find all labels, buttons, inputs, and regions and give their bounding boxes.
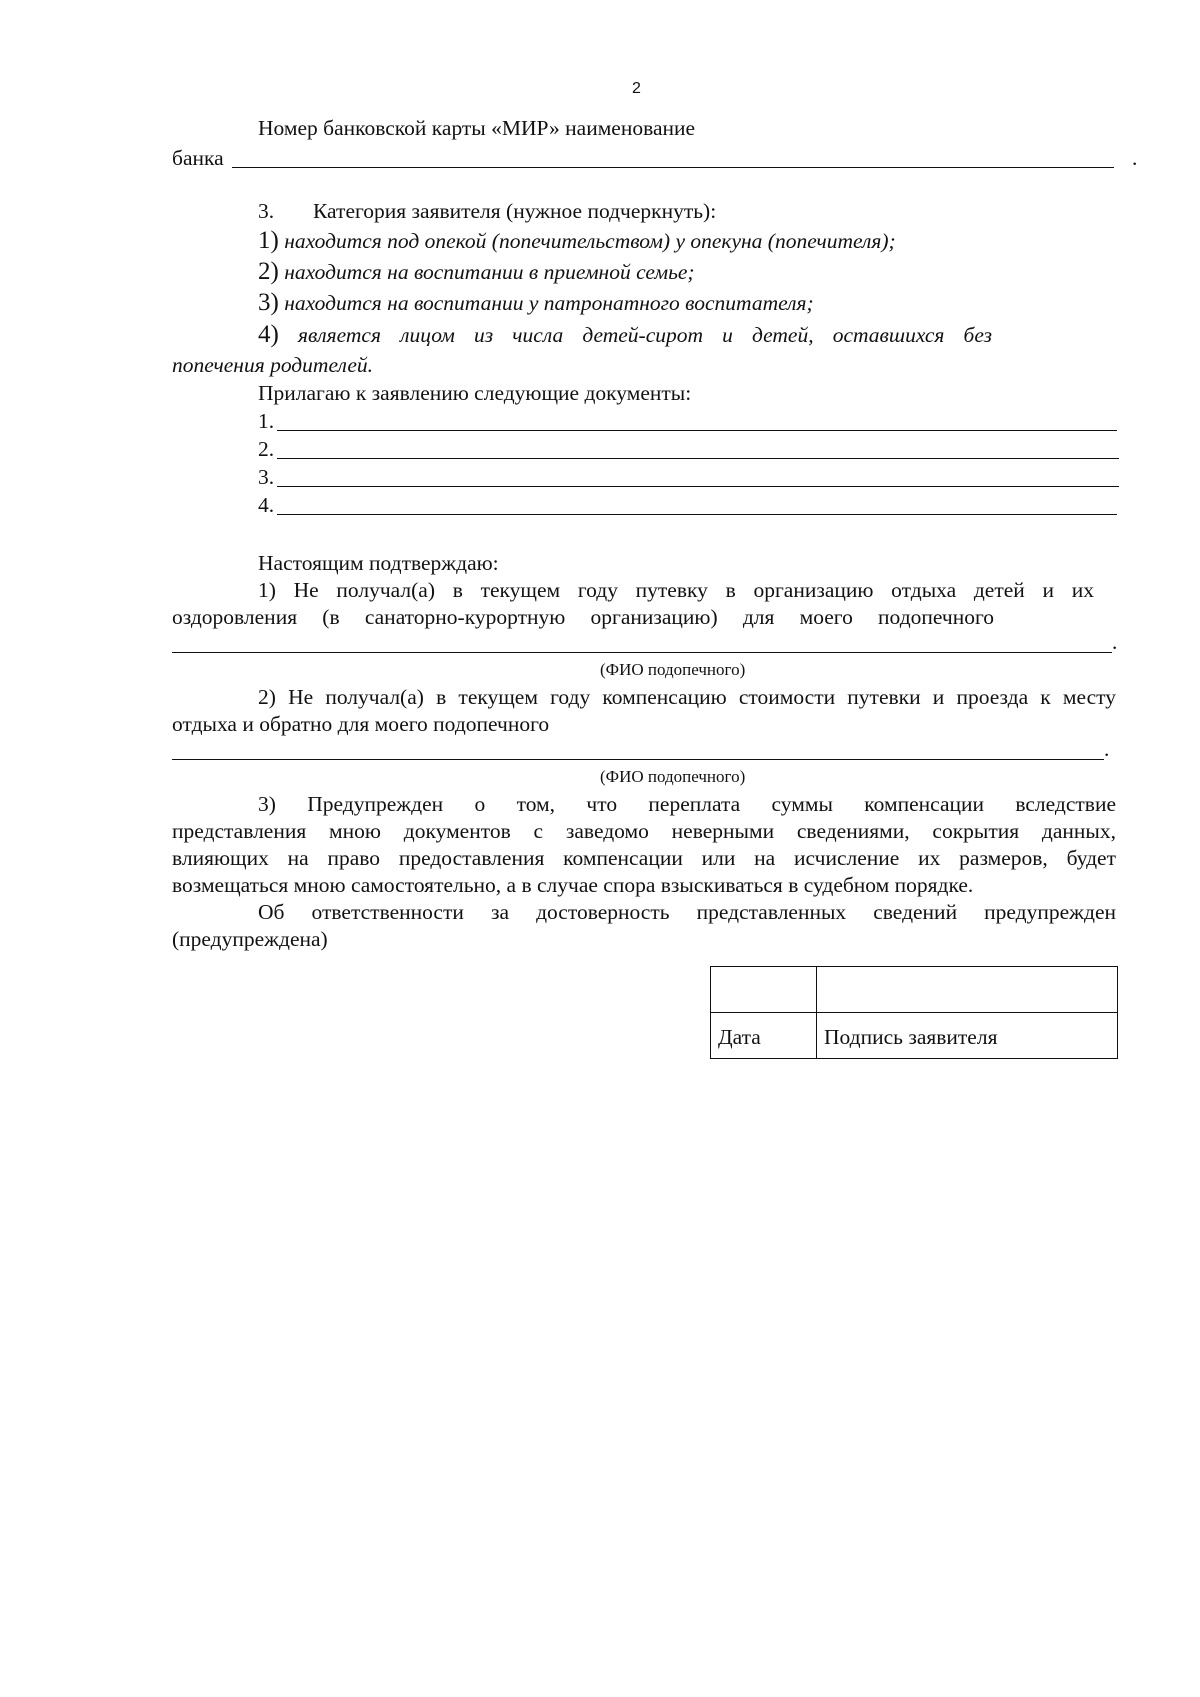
page-number: 2 [632,80,641,97]
option-number: 2) [258,258,279,285]
bank-name-label: банка [172,146,224,170]
attachment-number-3: 3. [258,465,275,489]
attachment-field-2[interactable] [277,458,1119,459]
table-divider-horizontal [711,1012,1117,1013]
ward-name-end-2: . [1104,737,1110,761]
confirm-p3-line4: возмещаться мною самостоятельно, а в случае спора взыскиваться в судебном порядке. [172,873,974,897]
option-text: находится под опекой (попечительством) у опекуна (попечителя); [284,229,896,253]
responsibility-line1: Об ответственности за достоверность представленных сведений предупрежден [258,900,1116,924]
category-option-4[interactable] [258,322,992,348]
confirm-p2-line2: отдыха и обратно для моего подопечного [172,712,550,736]
confirm-p3-line3: влияющих на право предоставления компенсации или на исчисление их размеров, будет [172,846,1116,870]
confirm-p1-line2: оздоровления (в санаторно-курортную организацию) для моего подопечного [172,605,994,629]
category-option-4-continued: попечения родителей. [172,353,374,377]
attachment-number-4: 4. [258,493,275,517]
attachment-number-1: 1. [258,409,275,433]
option-number: 4) [258,321,279,348]
signature-label: Подпись заявителя [824,1025,998,1049]
bank-end-mark: . [1132,146,1138,170]
option-number: 3) [258,289,279,316]
ward-name-end-1: . [1112,630,1118,654]
option-text: является лицом из числа детей-сирот и детей, оставшихся без [297,323,992,347]
signature-input-cell[interactable] [817,967,1117,1012]
category-option-2[interactable] [258,259,695,285]
confirm-p1-line1: 1) Не получал(а) в текущем году путевку в организацию отдыха детей и их [258,578,1094,602]
category-option-1[interactable] [258,228,896,254]
attachment-number-2: 2. [258,437,275,461]
confirm-p3-line1: 3) Предупрежден о том, что переплата суммы компенсации вследствие [258,792,1116,816]
signature-table [710,966,1118,1059]
ward-name-caption-2: (ФИО подопечного) [600,767,746,786]
attachment-field-1[interactable] [277,430,1117,431]
option-text: находится на воспитании у патронатного воспитателя; [284,291,814,315]
confirm-p3-line2: представления мною документов с заведомо неверными сведениями, сокрытия данных, [172,819,1116,843]
date-input-cell[interactable] [711,967,816,1012]
option-number: 1) [258,227,279,254]
attachment-field-3[interactable] [277,486,1119,487]
ward-name-field-2[interactable] [172,759,1104,760]
option-text: находится на воспитании в приемной семье; [284,260,695,284]
bank-name-field[interactable] [232,167,1114,168]
ward-name-field-1[interactable] [172,652,1112,653]
confirm-heading: Настоящим подтверждаю: [258,551,499,575]
category-option-3[interactable] [258,290,814,316]
ward-name-caption-1: (ФИО подопечного) [600,660,746,679]
category-heading: Категория заявителя (нужное подчеркнуть): [313,199,717,223]
responsibility-line2: (предупреждена) [172,927,328,951]
confirm-p2-line1: 2) Не получал(а) в текущем году компенсацию стоимости путевки и проезда к месту [258,685,1116,709]
attachments-heading: Прилагаю к заявлению следующие документы: [258,381,692,405]
attachment-field-4[interactable] [277,514,1117,515]
category-number: 3. [258,199,275,223]
bank-card-label: Номер банковской карты «МИР» наименование [258,116,696,140]
date-label: Дата [718,1025,761,1049]
